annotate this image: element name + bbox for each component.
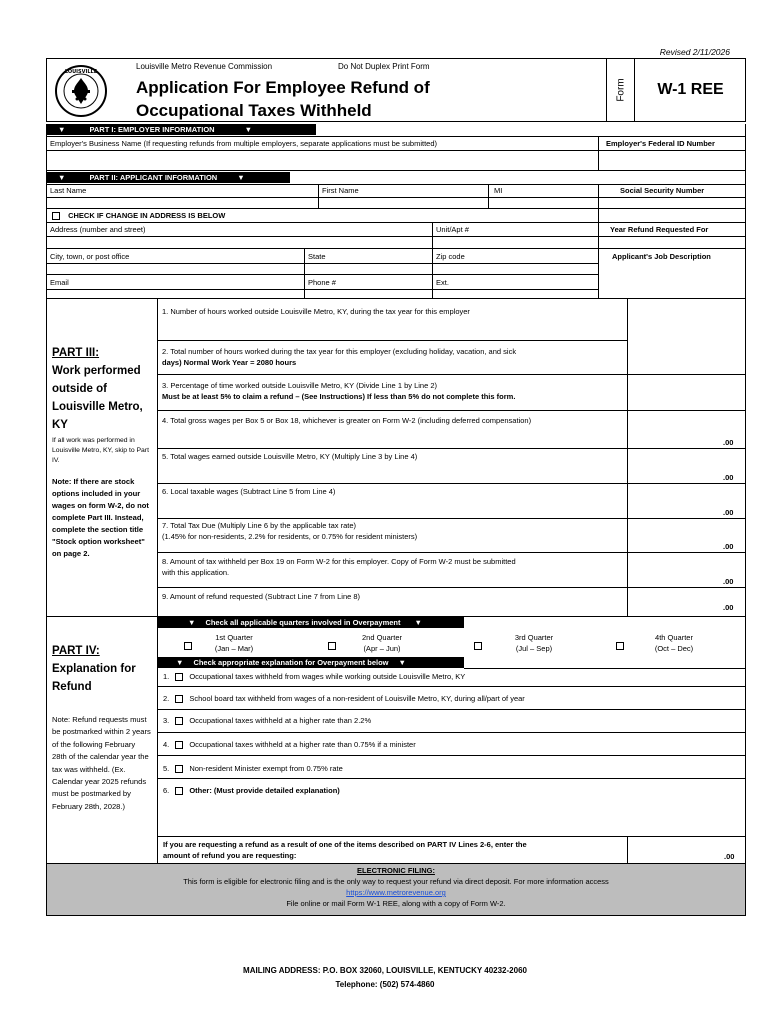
line-3: 3. Percentage of time worked outside Louisville Metro, KY (Divide Line 1 by Line 2) Must be at least 5% to claim a refund – (See Instructions) If less than 5% do not complete this form. — [162, 381, 516, 401]
year-refund-field[interactable] — [599, 236, 746, 248]
city-seal — [50, 64, 112, 118]
line-5: 5. Total wages earned outside Louisville Metro, KY (Multiply Line 3 by Line 4) — [162, 452, 418, 461]
mi-label: MI — [494, 186, 503, 195]
unit-field[interactable] — [433, 236, 598, 248]
ssn-field[interactable] — [599, 197, 746, 208]
first-name-label: First Name — [322, 186, 359, 195]
q3-checkbox[interactable] — [474, 642, 482, 650]
efile-title: ELECTRONIC FILING: — [357, 866, 435, 875]
address-change-checkbox[interactable] — [52, 212, 60, 220]
part3-lines — [158, 298, 746, 616]
job-desc-label: Applicant's Job Description — [612, 252, 711, 261]
unit-label: Unit/Apt # — [436, 225, 469, 234]
line-5-amount[interactable]: .00 — [723, 473, 734, 482]
explanation-item-3: 3. Occupational taxes withheld at a higher rate than 2.2% — [163, 716, 372, 725]
fein-label: Employer's Federal ID Number — [606, 139, 715, 148]
address-label: Address (number and street) — [50, 225, 146, 234]
email-field[interactable] — [46, 289, 304, 298]
line-6: 6. Local taxable wages (Subtract Line 5 from Line 4) — [162, 487, 336, 496]
last-name-field[interactable] — [46, 197, 318, 208]
line-1: 1. Number of hours worked outside Louisville Metro, KY, during the tax year for this employer — [162, 307, 470, 316]
explain-bar: ▼ Check appropriate explanation for Overpayment below ▼ — [158, 657, 464, 668]
part2-bar: ▼ PART II: APPLICANT INFORMATION ▼ — [46, 172, 290, 183]
phone-label: Phone # — [308, 278, 336, 287]
line-2-field[interactable] — [628, 340, 746, 374]
line-9-amount[interactable]: .00 — [723, 603, 734, 612]
explanation-2-checkbox[interactable] — [175, 695, 183, 703]
efile-text-2: File online or mail Form W-1 REE, along with a copy of Form W-2. — [286, 899, 506, 908]
q2-checkbox[interactable] — [328, 642, 336, 650]
line-2: 2. Total number of hours worked during the tax year for this employer (excluding holiday, vacation, and sick days) Normal Work Year = 2080 hours — [162, 347, 517, 367]
line-3-field[interactable] — [628, 374, 746, 410]
year-refund-label: Year Refund Requested For — [610, 225, 709, 234]
line-6-amount[interactable]: .00 — [723, 508, 734, 517]
line-8-amount[interactable]: .00 — [723, 577, 734, 586]
explanation-item-6: 6. Other: (Must provide detailed explanation) — [163, 786, 340, 795]
form-label: Form — [606, 58, 634, 122]
revised-date: Revised 2/11/2026 — [659, 47, 730, 57]
no-duplex-note: Do Not Duplex Print Form — [338, 62, 430, 71]
q1-label: 1st Quarter (Jan – Mar) — [214, 633, 254, 653]
zip-label: Zip code — [436, 252, 465, 261]
line-4: 4. Total gross wages per Box 5 or Box 18, whichever is greater on Form W-2 (including deferred compensation) — [162, 416, 532, 425]
business-name-field[interactable] — [46, 150, 598, 170]
q3-label: 3rd Quarter (Jul – Sep) — [514, 633, 554, 653]
phone-field[interactable] — [305, 289, 432, 298]
quarters-row — [158, 630, 746, 656]
other-explanation-field[interactable] — [158, 800, 746, 836]
ext-field[interactable] — [433, 289, 598, 298]
state-label: State — [308, 252, 326, 261]
efile-box — [46, 864, 746, 916]
explanation-4-checkbox[interactable] — [175, 741, 183, 749]
q1-checkbox[interactable] — [184, 642, 192, 650]
email-label: Email — [50, 278, 69, 287]
efile-link[interactable]: https://www.metrorevenue.org — [346, 888, 446, 897]
explanation-6-checkbox[interactable] — [175, 787, 183, 795]
line-7-amount[interactable]: .00 — [723, 542, 734, 551]
mi-field[interactable] — [489, 197, 598, 208]
address-change-label: CHECK IF CHANGE IN ADDRESS IS BELOW — [68, 211, 226, 220]
address-field[interactable] — [46, 236, 432, 248]
last-name-label: Last Name — [50, 186, 87, 195]
refund-amount-text: If you are requesting a refund as a result of one of the items described on PART IV Lines 2-6, enter the amount of refund you are requesting: — [163, 840, 527, 860]
explanation-item-1: 1. Occupational taxes withheld from wages while working outside Louisville Metro, KY — [163, 672, 466, 681]
ext-label: Ext. — [436, 278, 449, 287]
city-field[interactable] — [46, 263, 304, 274]
zip-field[interactable] — [433, 263, 598, 274]
explanation-3-checkbox[interactable] — [175, 717, 183, 725]
first-name-field[interactable] — [319, 197, 488, 208]
line-1-field[interactable] — [628, 298, 746, 340]
efile-text: This form is eligible for electronic filing and is the only way to request your refund via direct deposit. For more information access — [183, 877, 609, 886]
q4-checkbox[interactable] — [616, 642, 624, 650]
explanation-item-5: 5. Non-resident Minister exempt from 0.75% rate — [163, 764, 343, 773]
agency-name: Louisville Metro Revenue Commission — [136, 62, 273, 71]
line-8: 8. Amount of tax withheld per Box 19 on Form W-2 for this employer. Copy of Form W-2 must be submitted with this application. — [162, 557, 516, 577]
explanation-item-4: 4. Occupational taxes withheld at a higher rate than 0.75% if a minister — [163, 740, 416, 749]
part4-heading: PART IV: Explanation for Refund Note: Refund requests must be postmarked within 2 years of the following February 28th of the calendar year the tax was withheld. (Ex. Calendar year 2025 refunds must be postmarked by February 28th, 2028.) — [52, 645, 151, 811]
line-9: 9. Amount of refund requested (Subtract Line 7 from Line 8) — [162, 592, 361, 601]
business-name-label: Employer's Business Name (If requesting refunds from multiple employers, separate applications must be submitted) — [50, 139, 438, 148]
quarters-bar: ▼ Check all applicable quarters involved in Overpayment ▼ — [158, 617, 464, 628]
line-7: 7. Total Tax Due (Multiply Line 6 by the applicable tax rate) (1.45% for non-residents, 2.2% for residents, or 0.75% for resident ministers) — [162, 521, 418, 541]
part3-heading: PART III: Work performed outside of Louisville Metro, KY If all work was performed in Louisville Metro, KY, skip to Part IV. Note: If there are stock options included in your wages on form W-2, do not complete Part III. Instead, complete the section title "Stock option worksheet" on page 2. — [52, 347, 149, 558]
mailing-address: MAILING ADDRESS: P.O. BOX 32060, LOUISVILLE, KENTUCKY 40232-2060 — [243, 966, 527, 975]
fein-field[interactable] — [599, 150, 746, 170]
explanation-1-checkbox[interactable] — [175, 673, 183, 681]
part1-bar: ▼ PART I: EMPLOYER INFORMATION ▼ — [46, 124, 316, 135]
city-label: City, town, or post office — [50, 252, 130, 261]
form-number: W-1 REE — [634, 58, 746, 122]
state-field[interactable] — [305, 263, 432, 274]
telephone: Telephone: (502) 574-4860 — [335, 980, 435, 989]
ssn-label: Social Security Number — [620, 186, 705, 195]
svg-text:LOUISVILLE: LOUISVILLE — [64, 69, 98, 75]
refund-amount-field[interactable]: .00 — [724, 852, 735, 861]
explanations — [158, 668, 746, 836]
explanation-item-2: 2. School board tax withheld from wages of a non-resident of Louisville Metro, KY, during all/part of year — [163, 694, 525, 703]
job-desc-field[interactable] — [599, 263, 746, 298]
explanation-5-checkbox[interactable] — [175, 765, 183, 773]
form-title: Application For Employee Refund of Occupational Taxes Withheld — [136, 78, 430, 120]
q2-label: 2nd Quarter (Apr – Jun) — [361, 633, 403, 653]
q4-label: 4th Quarter (Oct – Dec) — [654, 633, 694, 653]
line-4-amount[interactable]: .00 — [723, 438, 734, 447]
